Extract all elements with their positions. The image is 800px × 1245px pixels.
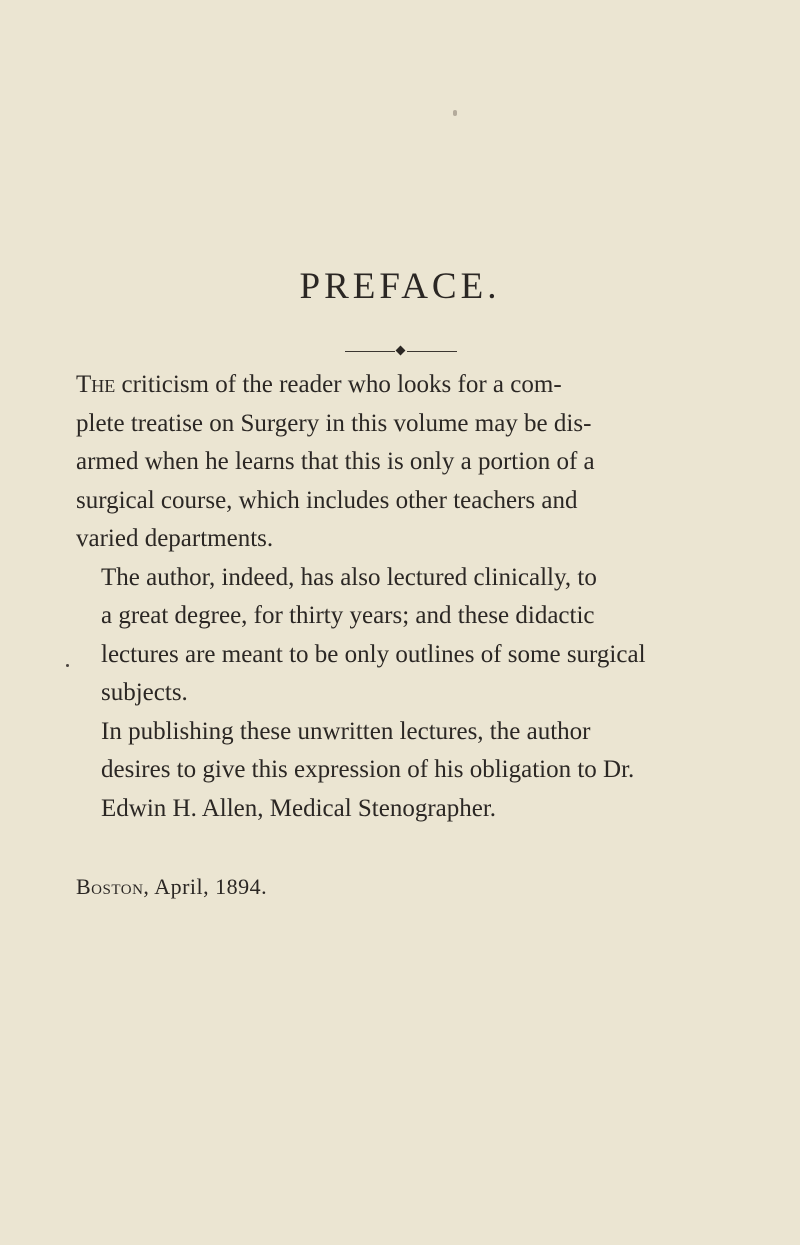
ornament-rule-left [345,351,395,352]
signature-line [76,874,267,900]
signature-date: , April, 1894. [143,874,268,899]
paragraph-3 [76,713,704,829]
page-title: PREFACE. [299,266,501,307]
paragraph-line [76,366,704,405]
paragraph-line: armed when he learns that this is only a portion of a [76,448,595,475]
paragraph-line: The author, indeed, has also lectured clinically, to [101,563,597,591]
paragraph-line: desires to give this expression of his obligation to Dr. [101,756,635,783]
paragraph-1 [76,366,704,559]
preface-body [76,366,704,828]
paragraph-line: surgical course, which includes other teachers and [76,486,578,514]
diamond-icon [396,346,406,356]
paragraph-line: In publishing these unwritten lectures, the author [101,717,591,745]
ornament-rule-right [407,351,457,352]
lead-word: The [76,371,116,398]
paragraph-line: a great degree, for thirty years; and these didactic [101,602,595,629]
title-ornament [345,345,457,357]
paragraph-line: subjects. [101,679,188,706]
paragraph-2 [76,559,704,713]
paragraph-line: lectures are meant to be only outlines of some surgical [101,640,646,668]
paragraph-line: varied departments. [76,525,274,552]
margin-mark [66,664,69,667]
paragraph-line: Edwin H. Allen, Medical Stenographer. [101,794,497,822]
paragraph-line: plete treatise on Surgery in this volume may be dis- [76,409,592,437]
line-text: criticism of the reader who looks for a com- [115,371,562,398]
signature-place: Boston [76,874,144,899]
paper-speck [453,110,457,116]
